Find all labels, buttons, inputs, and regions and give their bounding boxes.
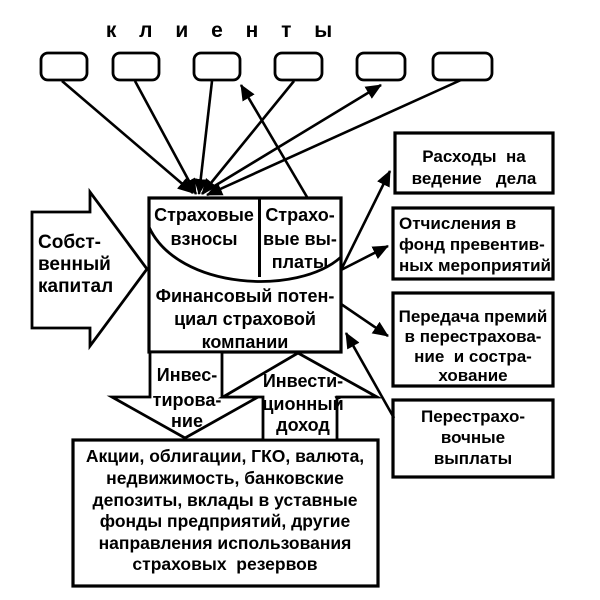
svg-text:Инвести-: Инвести- (262, 371, 344, 391)
svg-text:недвижимость, банковские: недвижимость, банковские (106, 468, 344, 488)
svg-text:фонды предприятий, другие: фонды предприятий, другие (99, 511, 351, 531)
arrow-from-reinsurance-payouts (346, 333, 394, 418)
svg-text:вые вы-: вые вы- (263, 229, 337, 249)
arrow-to-reinsurance-transfer (341, 304, 388, 336)
svg-text:Расходы на: Расходы на (422, 147, 526, 166)
svg-text:ние и состра-: ние и состра- (414, 347, 532, 366)
payouts-section-label (263, 205, 337, 272)
svg-text:в перестрахова-: в перестрахова- (404, 327, 542, 346)
svg-text:компании: компании (201, 332, 289, 352)
svg-text:ведение дела: ведение дела (411, 169, 537, 188)
svg-text:тирова-: тирова- (152, 390, 222, 410)
client-box-4 (275, 53, 322, 80)
svg-text:хование: хование (438, 366, 508, 385)
svg-text:циал страховой: циал страховой (174, 309, 316, 329)
svg-text:ных мероприятий: ных мероприятий (399, 256, 552, 275)
svg-text:Перестрахо-: Перестрахо- (421, 407, 525, 426)
client-box-2 (113, 53, 159, 80)
svg-text:платы: платы (271, 252, 329, 272)
svg-text:выплаты: выплаты (433, 449, 513, 468)
payout-line-to-client-3 (241, 85, 307, 197)
svg-text:Финансовый потен-: Финансовый потен- (155, 286, 335, 306)
client-box-1 (41, 53, 87, 80)
premium-line-1 (62, 81, 193, 193)
svg-text:фонд превентив-: фонд превентив- (399, 235, 545, 254)
svg-text:Инвес-: Инвес- (156, 365, 218, 385)
svg-text:Акции, облигации, ГКО, валюта,: Акции, облигации, ГКО, валюта, (85, 446, 365, 466)
svg-text:ционный: ционный (262, 394, 344, 414)
svg-text:взносы: взносы (170, 229, 238, 249)
svg-text:Страховые: Страховые (154, 205, 254, 225)
client-box-3 (194, 53, 240, 80)
svg-text:венный: венный (38, 254, 111, 275)
svg-text:депозиты, вклады в уставные: депозиты, вклады в уставные (92, 490, 358, 510)
svg-text:капитал: капитал (38, 276, 114, 297)
client-box-6 (433, 53, 492, 80)
clients-title: к л и е н т ы (105, 19, 339, 42)
svg-text:ние: ние (171, 411, 203, 431)
svg-text:доход: доход (276, 415, 330, 435)
svg-text:направления использования: направления использования (98, 533, 352, 553)
svg-text:Страхо-: Страхо- (265, 205, 335, 225)
premium-line-3 (199, 81, 212, 194)
premium-line-2 (135, 81, 196, 194)
svg-text:вочные: вочные (440, 428, 506, 447)
svg-text:Собст-: Собст- (38, 232, 102, 253)
svg-text:страховых резервов: страховых резервов (132, 554, 318, 574)
client-box-5 (357, 53, 405, 80)
svg-text:Передача премий: Передача премий (398, 307, 548, 326)
payout-line-to-client-5 (203, 85, 381, 193)
svg-text:Отчисления в: Отчисления в (399, 214, 517, 233)
arrow-to-expenses (341, 171, 390, 270)
